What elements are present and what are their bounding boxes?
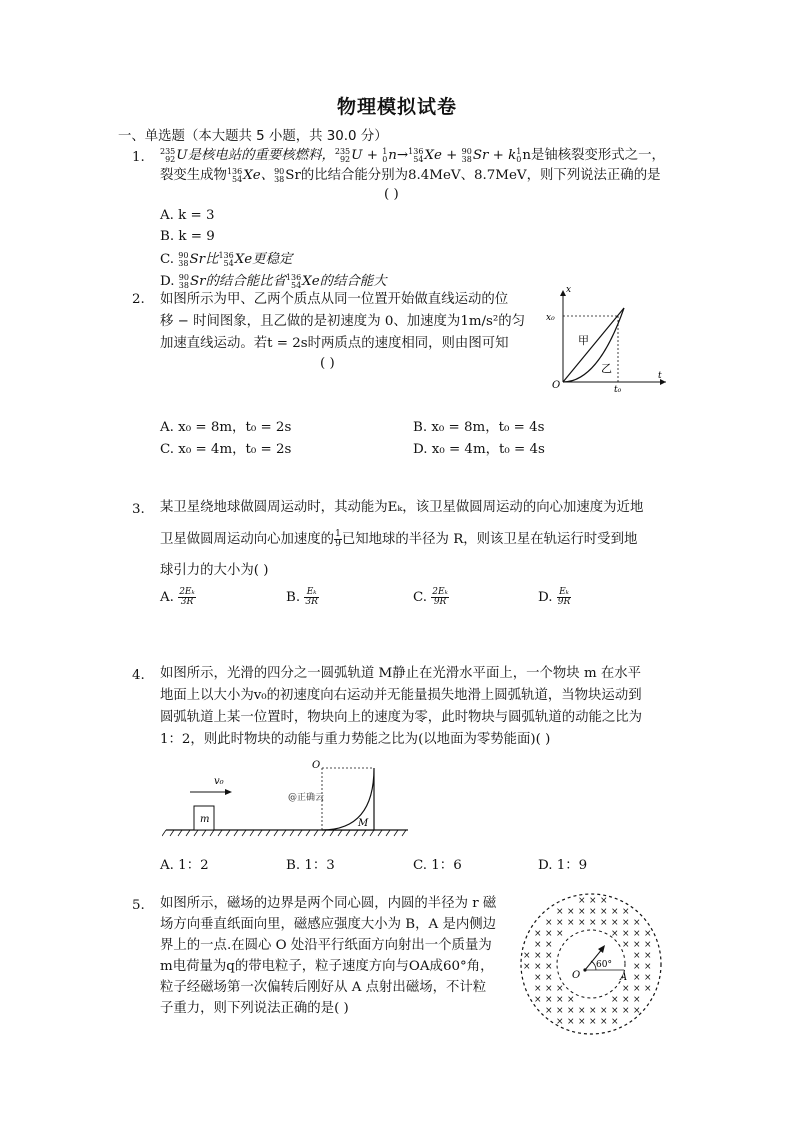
origin-label: O [552,380,561,391]
q2-xt-graph [538,286,670,396]
field-cross: × [534,995,542,1005]
q1-line2: 裂变生成物 136 54 Xe、 90 38 Sr的比结合能分别为8.4MeV、8.7MeV，则下列说法正确的是 [160,166,661,184]
q2-line3: 加速直线运动。若t = 2s时两质点的速度相同，则由图可知 [160,336,509,351]
field-cross: × [633,962,641,972]
field-cross: × [622,984,630,994]
field-cross: × [545,995,553,1005]
field-cross: × [567,1017,575,1027]
jia-label: 甲 [578,334,589,347]
field-cross: × [633,984,641,994]
q4-line4: 1：2，则此时物块的动能与重力势能之比为(以地面为零势能面)( ) [160,732,551,747]
field-cross: × [633,973,641,983]
t-axis-label: t [658,371,662,381]
field-cross: × [611,1006,619,1016]
field-cross: × [556,929,564,939]
field-cross: × [589,907,597,917]
field-cross: × [578,896,586,906]
field-cross: × [545,951,553,961]
t0-label: t₀ [614,385,622,395]
field-cross: × [545,984,553,994]
field-cross: × [611,918,619,928]
field-cross: × [644,984,652,994]
q4-line3: 圆弧轨道上某一位置时，物块向上的速度为零，此时物块与圆弧轨道的动能之比为 [160,710,643,725]
q2-option-d[interactable]: D. x₀ = 4m，t₀ = 4s [413,442,545,457]
field-cross: × [534,984,542,994]
field-cross: × [523,962,531,972]
field-cross: × [622,940,630,950]
field-cross: × [633,929,641,939]
field-cross: × [578,1017,586,1027]
q4-option-c[interactable]: C. 1：6 [413,858,462,873]
page-title: 物理模拟试卷 [336,96,457,118]
field-cross: × [567,918,575,928]
field-cross: × [633,940,641,950]
field-cross: × [567,907,575,917]
q4-option-d[interactable]: D. 1：9 [538,858,588,873]
q2-line2: 移 − 时间图象，且乙做的是初速度为 0、加速度为1m/s²的匀 [160,314,526,329]
q3-option-b[interactable]: B. $\frac{\text{Eₖ}}{3R}$ [286,587,318,607]
field-cross: × [611,995,619,1005]
field-cross: × [644,929,652,939]
field-cross: × [567,1006,575,1016]
M-label: M [358,818,369,829]
center-O-label: O [312,760,321,771]
field-cross: × [534,962,542,972]
q2-answer-paren: ( ) [320,356,335,371]
field-cross: × [622,907,630,917]
q1-option-b[interactable]: B. k = 9 [160,229,215,244]
x0-label: x₀ [546,313,555,323]
field-cross: × [622,1006,630,1016]
field-cross: × [611,1017,619,1027]
field-cross: × [578,907,586,917]
q1-option-d[interactable]: D. 90 38 Sr的结合能比省 136 54 Xe的结合能大 [160,272,387,290]
q3-line3: 球引力的大小为( ) [160,563,269,578]
field-cross: × [600,1017,608,1027]
field-cross: × [644,973,652,983]
field-cross: × [556,1006,564,1016]
angle-label: 60° [596,960,612,970]
q5-number: 5. [132,898,145,913]
q5-line2: 场方向垂直纸面向里，磁感应强度大小为 B，A 是内侧边 [160,917,497,932]
field-cross: × [534,940,542,950]
q4-option-a[interactable]: A. 1：2 [160,858,209,873]
q4-line1: 如图所示，光滑的四分之一圆弧轨道 M静止在光滑水平面上，一个物块 m 在水平 [160,666,642,681]
q5-line3: 界上的一点.在圆心 O 处沿平行纸面方向射出一个质量为 [160,938,492,953]
field-cross: × [633,918,641,928]
field-cross: × [578,918,586,928]
field-cross: × [611,907,619,917]
field-cross: × [589,1017,597,1027]
field-cross: × [545,973,553,983]
field-cross: × [622,995,630,1005]
q1-line1: 235 92 U是核电站的重要核燃料， 235 92 U + 1 0 n→ 136 54 Xe + 90 38 Sr + k 1 0 n是铀核裂变形式之一， [160,146,665,164]
q2-option-b[interactable]: B. x₀ = 8m，t₀ = 4s [413,420,545,435]
field-cross: × [578,1006,586,1016]
field-cross: × [622,918,630,928]
field-cross: × [556,995,564,1005]
field-cross: × [644,951,652,961]
q1-option-c[interactable]: C. 90 38 Sr比 136 54 Xe更稳定 [160,250,293,268]
field-cross: × [589,918,597,928]
field-cross: × [545,929,553,939]
q3-line2: 卫星做圆周运动向心加速度的 $\frac{1}{9}$ 已知地球的半径为 R，则该卫星在轨运行时受到地 [160,529,638,549]
field-cross: × [534,951,542,961]
q3-line1: 某卫星绕地球做圆周运动时，其动能为Eₖ，该卫星做圆周运动的向心加速度为近地 [160,500,644,515]
section-heading: 一、单选题（本大题共 5 小题，共 30.0 分） [118,129,388,144]
field-cross: × [589,896,597,906]
field-cross: × [523,951,531,961]
q1-answer-paren: ( ) [384,187,399,202]
field-cross: × [644,962,652,972]
q1-number: 1. [132,150,145,165]
q2-option-a[interactable]: A. x₀ = 8m，t₀ = 2s [160,420,292,435]
q5-line5: 粒子经磁场第一次偏转后刚好从 A 点射出磁场，不计粒 [160,980,487,995]
q1-option-a[interactable]: A. k = 3 [160,208,215,223]
watermark: @正确云 [288,793,325,803]
field-cross: × [556,907,564,917]
field-cross: × [545,940,553,950]
q4-arc-diagram [162,754,412,840]
q3-option-c[interactable]: C. $\frac{\text{2Eₖ}}{9R}$ [413,587,448,607]
field-cross: × [611,929,619,939]
q5-line6: 子重力，则下列说法正确的是( ) [160,1001,349,1016]
x-axis-label: x [566,286,572,295]
O-label: O [572,970,581,981]
field-cross: × [633,951,641,961]
field-cross: × [534,973,542,983]
v0-label: v₀ [214,776,224,787]
q2-number: 2. [132,292,145,307]
q5-line1: 如图所示，磁场的边界是两个同心圆，内圆的半径为 r 磁 [160,896,497,911]
q2-option-c[interactable]: C. x₀ = 4m，t₀ = 2s [160,442,292,457]
q4-number: 4. [132,668,145,683]
inner-boundary [557,930,628,998]
field-cross: × [644,940,652,950]
q5-line4: m电荷量为q的带电粒子，粒子速度方向与OA成60°角， [160,959,494,974]
field-cross: × [556,918,564,928]
field-cross: × [545,962,553,972]
A-label: A [620,972,628,983]
q3-option-d[interactable]: D. $\frac{\text{Eₖ}}{9R}$ [538,587,571,607]
field-cross: × [545,1006,553,1016]
field-cross: × [600,918,608,928]
q4-option-b[interactable]: B. 1：3 [286,858,335,873]
field-cross: × [633,995,641,1005]
field-cross: × [556,1017,564,1027]
field-cross: × [600,907,608,917]
field-cross: × [545,918,553,928]
field-cross: × [622,929,630,939]
field-cross: × [556,984,564,994]
block-m-label: m [200,814,210,825]
q2-line1: 如图所示为甲、乙两个质点从同一位置开始做直线运动的位 [160,292,509,307]
field-cross: × [589,1006,597,1016]
field-cross: × [600,1006,608,1016]
field-cross: × [600,896,608,906]
q4-line2: 地面上以大小为v₀的初速度向右运动并无能量损失地滑上圆弧轨道，当物块运动到 [160,688,642,703]
field-cross: × [633,1006,641,1016]
field-crosses [523,896,652,1027]
field-cross: × [567,995,575,1005]
line-jia [563,308,624,382]
q3-option-a[interactable]: A. $\frac{\text{2Eₖ}}{3R}$ [160,587,195,607]
q3-number: 3. [132,502,145,517]
q5-magnetic-field-diagram [516,890,666,1038]
yi-label: 乙 [601,362,612,375]
field-cross: × [534,929,542,939]
